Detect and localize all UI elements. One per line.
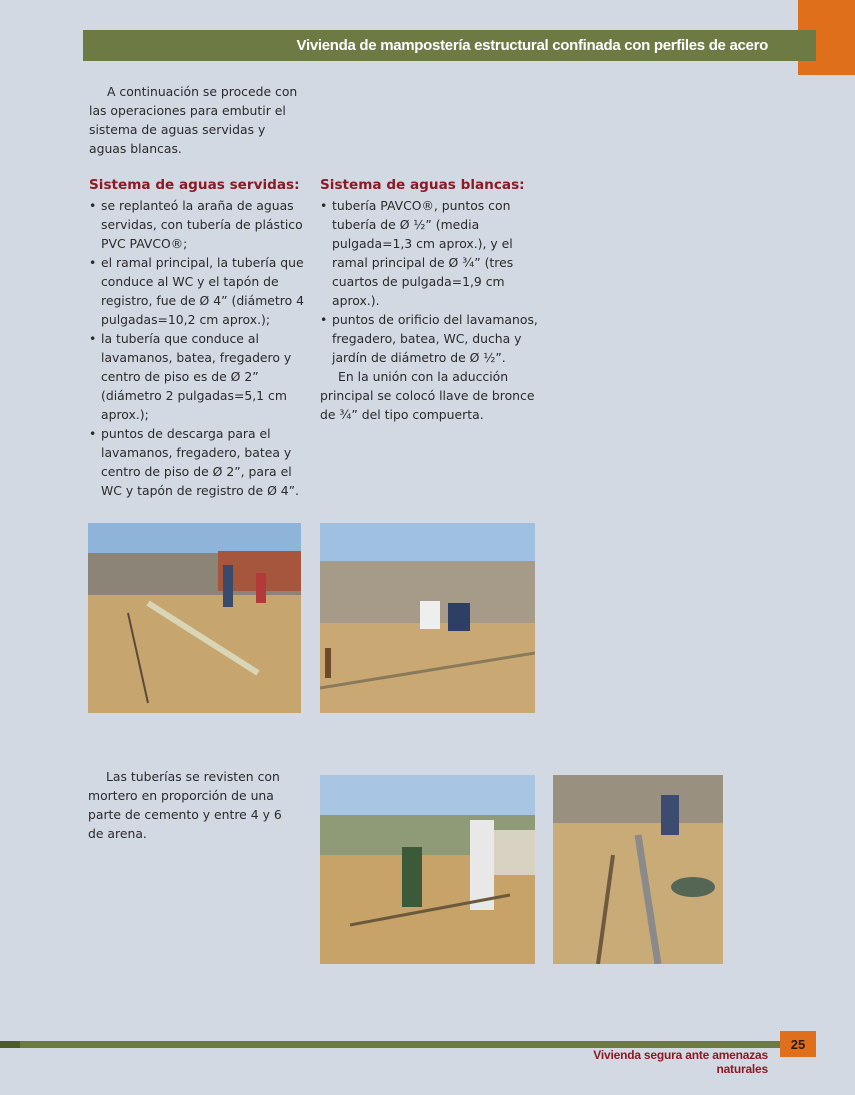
- photo-pipe-trench: [553, 775, 723, 964]
- list-item: • puntos de descarga para el lavamanos, fregadero, batea y centro de piso de Ø 2”, para el WC y tapón de registro de Ø 4”.: [89, 424, 311, 500]
- list-item: • se replanteó la araña de aguas servidas, con tubería de plástico PVC PAVCO®;: [89, 196, 311, 253]
- mortero-paragraph: Las tuberías se revisten con mortero en proporción de una parte de cemento y entre 4 y 6 de arena.: [88, 769, 282, 841]
- mortero-block: [88, 767, 300, 843]
- photo-workers-trench: [320, 775, 535, 964]
- servidas-heading: Sistema de aguas servidas:: [89, 177, 300, 193]
- photo-pipe-layout: [88, 523, 301, 713]
- intro-paragraph: A continuación se procede con las operaciones para embutir el sistema de aguas servidas y aguas blancas.: [89, 84, 298, 156]
- photo-workers-wall: [320, 523, 535, 713]
- blancas-section: [320, 176, 538, 424]
- list-item: • el ramal principal, la tubería que conduce al WC y el tapón de registro, fue de Ø 4” (diámetro 4 pulgadas=10,2 cm aprox.);: [89, 253, 311, 329]
- list-item: • tubería PAVCO®, puntos con tubería de Ø ½” (media pulgada=1,3 cm aprox.), y el ramal principal de Ø ¾” (tres cuartos de pulgada=1,9 cm aprox.).: [320, 196, 538, 310]
- servidas-section: [89, 176, 311, 500]
- blancas-list: [320, 196, 538, 367]
- blancas-heading: Sistema de aguas blancas:: [320, 177, 525, 193]
- blancas-paragraph: En la unión con la aducción principal se colocó llave de bronce de ¾” del tipo compuerta.: [320, 369, 535, 422]
- footer-title: Vivienda segura ante amenazas naturales: [593, 1048, 768, 1076]
- footer-rule-accent: [0, 1041, 20, 1048]
- list-item: • la tubería que conduce al lavamanos, batea, fregadero y centro de piso es de Ø 2” (diámetro 2 pulgadas=5,1 cm aprox.);: [89, 329, 311, 424]
- header-bar: [83, 30, 816, 61]
- list-item: • puntos de orificio del lavamanos, fregadero, batea, WC, ducha y jardín de diámetro de Ø ½”.: [320, 310, 538, 367]
- servidas-list: [89, 196, 311, 500]
- page-number: 25: [780, 1031, 816, 1057]
- header-title: Vivienda de mampostería estructural confinada con perfiles de acero: [296, 37, 768, 54]
- footer-rule: [0, 1041, 780, 1048]
- intro-block: [89, 82, 301, 158]
